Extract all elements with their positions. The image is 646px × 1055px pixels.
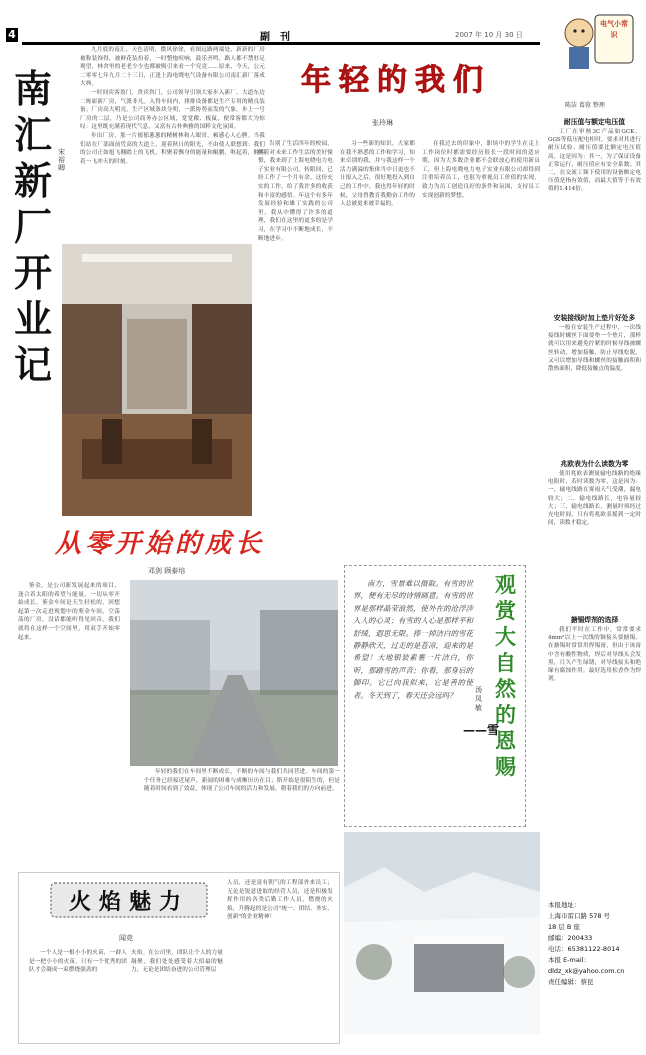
lead-body	[80, 46, 265, 206]
poem-title: 观赏大自然的恩赐	[495, 573, 516, 779]
flame-box	[18, 872, 340, 1044]
tip-title: 兆欧表为什么读数为零	[560, 460, 629, 468]
zero-title: 从零开始的成长	[54, 529, 266, 559]
youth-author: 张玲琳	[372, 119, 393, 127]
youth-title: 年轻的我们	[301, 63, 491, 98]
sidebar-credit: 陈洁 葛蓉 整理	[565, 102, 605, 109]
factory-road-photo	[130, 580, 338, 766]
youth-col-1: 告别了生活四年的校园，怀着对未来工作生活的美好憧憬，我来到了上海电晓电力电子实业有限公司。转眼间，已经工作了一个月有余。这份充实的工作，给了我许多的收获和丰富的感悟。年这个有多年发展经验和雄丁实践的公司里，我从中懂得了许多的道理，我们在这里的更多的是学习，在学习中不断地成长，不断地进步。	[258, 141, 333, 242]
poem-signature: ——雪	[463, 723, 500, 737]
lead-author: 宋裕卿	[58, 148, 65, 172]
snow-scene-illustration	[344, 832, 540, 1034]
tip-item	[548, 312, 641, 454]
tip-text: 一般在安装生产过程中，一次线接线时螺丝下面要垫一个垫片，那样就可以用来避免拧紧的时候导线被螺丝转动，增加接触，防止导线松脱，又可以增加导线和螺丝的接触面积和散热面积，降低接触点的温度。	[548, 325, 641, 373]
tip-item	[548, 116, 641, 308]
flame-col-2: 火焰。在公司里，团队让个人的力量凝聚，我们处处感受着大招最的魅力，无论是团结奋进的公司管理层	[131, 950, 223, 974]
zero-col-2: 年轻的我们在车间里不断成长，不断的车间与我们共同营进。车间的第一个任务已经接近尾声，新闻的困难与成晰历历在目；斯开始是很陌生的，但是随着时间看到了效益，体现了公司车间的活力和发展，朝着我们的方向前进。	[144, 769, 340, 793]
page-number: 4	[6, 28, 18, 42]
lead-para-2: 一时间宾客盈门，贵宾咨门，公司领导引领大家步入新厂，大道东边二栋崭新厂房，气派非凡。入得车间内，排排设备都是生产专用的精良装备；厂房高大明亮，生产区域条块分明，一派协势而发的气象。步上一号厂房的二层，乃是公司商务办公区域，宽宽敞、板鼠，便常客都大为惊叹：这里既充满着现代气息，又富有古朴典雅的国粹文化氛围。	[80, 89, 265, 131]
flame-title: 火焰魅力	[68, 889, 190, 915]
address-line: 本报 E-mail：	[548, 956, 590, 964]
tip-item	[548, 614, 641, 776]
address-line: 责任编辑：蔡昆	[548, 978, 594, 986]
snow-scene-photo	[344, 832, 540, 1034]
tip-text: 我们平时在工作中，常常要求4mm²以上一次线的铜接头要搪锡。在搪锡时常常用焊锡膏，但由于该膏中含有酸性物质，焊后对导线头会发黑，日久产生绿锈，对导线接头和绝缘有腐蚀作用。最好选用松香作为焊剂。	[548, 627, 641, 683]
tip-title: 安装接线时加上垫片好处多	[553, 314, 636, 322]
lead-title: 南汇新厂开业记	[14, 66, 53, 387]
sidebar-content	[548, 112, 641, 776]
flame-title-banner	[49, 881, 209, 921]
address-line: dldz_xk@yahoo.com.cn	[548, 967, 625, 975]
tip-title: 搪锡焊剂的选择	[570, 616, 619, 624]
newspaper-address	[548, 900, 641, 988]
address-line: 电话：65381122-8014	[548, 945, 620, 953]
flame-author: 闻竞	[119, 934, 133, 942]
poem-box	[344, 565, 526, 827]
tip-title: 耐压值与额定电压值	[563, 118, 626, 126]
tip-text: 工厂在审核3C产品如GCK、GGS等低压配电柜时，要求对其进行耐压试验。耐压值要比额定电压值高，这是因为：其一，为了保证设备正常运行，耐压值应有安全系数；其二，在交流工频下使用的设备额定电压值是指有效值，而最大值等于有效值的1.414倍。	[548, 129, 641, 193]
zero-title-banner	[40, 520, 280, 564]
youth-col-3: 在我过去的印象中，职场中的学生在走上工作岗位时都需要经历很长一段时间的适应期，因为大多数企业都不会联放心的使用新员工，但上海电晓电力电子实业有限公司却得到注重培养员工，也很为重视员工价值的实现，致力为员工创造良好的条件和氛围，支持员工实现创新的梦想。	[422, 141, 540, 199]
youth-title-banner	[274, 60, 518, 98]
factory-road-illustration	[130, 580, 338, 766]
tip-text: 使用兆欧表测量输电线路的绝缘电阻时，若时读数为零，这是因为：一，输电线路在雾雨天气受潮，漏电较大；二，输电线路长，电容量较大；三，输电线路长，测量时须经过充电时间，只有将兆欧表摇到一定时间，读数才稳定。	[548, 471, 641, 527]
lead-para-3: 步出厂房，那一片郁郁葱葱的精树林和人眼帘，顿感心人心脾。当我们站在厂部面前凭高的大道上，迎着秋日的阳光，不由使人联想到：我们的公司正如旭飞翱踏上的飞机，积聚着飘身的能量和鲲鹏，呕起着，翱翔着一飞冲天的时刻。	[80, 132, 265, 165]
youth-col-2: 习一些新的知识。大家都在我不熟悉的工作和学习，知来卓别的我，并与我这样一个活力满溢的集体当中日更也不计报入之后，很好地投入到自己的工作中。我也得年轻的时候，父母曾教育我勤奋工作的人总被更来被幸福的。	[340, 141, 415, 208]
tip-item	[548, 458, 641, 610]
flame-col-1: 一个人是一根小小的火苗，一群人是一把小小的火苗，只有一个优秀的团队才会凝成一束燃烧强劲的	[29, 950, 127, 974]
address-line: 邮编：200433	[548, 934, 593, 942]
issue-date: 2007 年 10 月 30 日	[455, 31, 523, 39]
zero-col-1: 鉴金，是公司新发展起来的项目，逢合着太阳的希望与能量，一切从零开始成长。鉴金车间是天生轻松的，回想起第一次走进现划中的鉴金车间，空荡荡的厂房，没话都能听得见回音，我们就将在这样一个空间里，用双手开始零起来。	[18, 583, 120, 641]
address-line: 上海市雷口路 578 号	[548, 912, 611, 920]
zero-authors: 邓剑 顾泰培	[148, 567, 186, 575]
cartoon-character-icon	[555, 5, 635, 83]
office-interior-photo	[62, 244, 252, 516]
address-label: 本报地址：	[548, 901, 581, 909]
poem-author: 汤凤敏	[475, 686, 482, 712]
lead-para-1: 九月底的南汇，天色清明，微风徐徐，看图远路两端处，新新的厂房被称装饰得，被鲜花装扮着，一时整炮喧响，鼓乐齐鸣，路人都不禁驻足观望，林舍里的老老少少也都被吸引来看一个究竟……原来，今天，公元二零零七年九月二十三日，正逢上海电晓电气设备有限公司南汇新厂落成大典。	[80, 47, 265, 88]
address-line: 18 层 B 座	[548, 923, 580, 931]
office-interior-illustration	[62, 244, 252, 516]
section-title: 副刊	[260, 32, 300, 43]
sidebar-logo-text: 电气小常识	[600, 20, 628, 39]
sidebar-logo	[555, 5, 635, 83]
flame-col-3: 人员，还是富有朝气的工程部外来员工；无论是锐意进取的经营人员，还是积极发挥作用的各类后勤工作人员，燃烧的火焰，升腾起的是公司"统一、团结、务实、创新"的企业精神！	[227, 880, 333, 921]
poem-text: 南方，雪景难以摄取。有雪的世界，便有无尽的诗情画意。有雪的世界是那样晶莹浪然，使外在的沧浮涉入人的心灵；有雪的人心是那样平和舒缓，遐思无限。捧一掉洁白的雪花静静欣天，过走的是苍凉，迎来的是希望！大地银装素裹一片洁白，你听，那踏雪的声音；你看，那身后的脚印。它已向我似来，它是善的使者。冬天到了，春天还会远吗？	[353, 579, 473, 700]
